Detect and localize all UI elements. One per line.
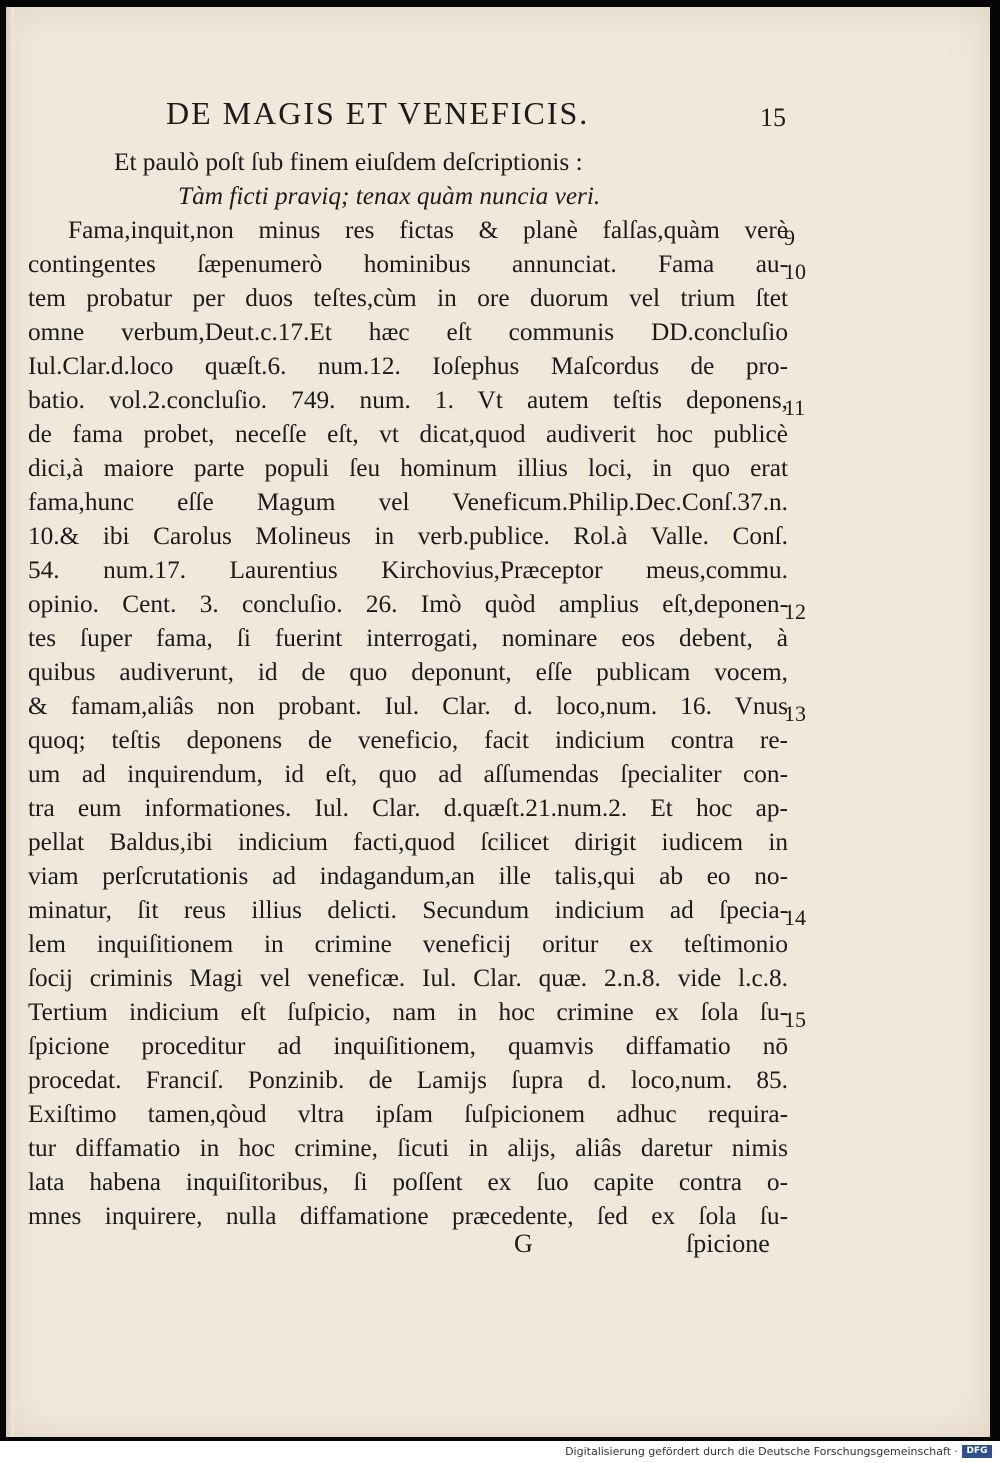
text-line: opinio. Cent. 3. concluſio. 26. Imò quòd amplius eſt,deponen- [28, 590, 788, 618]
text-line: fama,hunc eſſe Magum vel Veneficum.Philip.Dec.Conſ.37.n. [28, 488, 788, 516]
text-line: dici,à maiore parte populi ſeu hominum illius loci, in quo erat [28, 454, 788, 482]
text-line: tra eum informationes. Iul. Clar. d.quæſt.21.num.2. Et hoc ap- [28, 794, 788, 822]
text-line: lata habena inquiſitoribus, ſi poſſent ex ſuo capite contra o- [28, 1168, 788, 1196]
text-line: batio. vol.2.concluſio. 749. num. 1. Vt autem teſtis deponens, [28, 386, 788, 414]
text-line: contingentes ſæpenumerò hominibus annunciat. Fama au- [28, 250, 788, 278]
catchword: ſpicione [686, 1229, 770, 1258]
text-line: Fama,inquit,non minus res fictas & planè falſas,quàm verè [68, 216, 788, 244]
text-line: quibus audiverunt, id de quo deponunt, eſſe publicam vocem, [28, 658, 788, 686]
text-line: 54. num.17. Laurentius Kirchovius,Præceptor meus,commu. [28, 556, 788, 584]
page-number: 15 [760, 103, 786, 132]
book-page [6, 7, 990, 1437]
text-line: um ad inquirendum, id eſt, quo ad aſſumendas ſpecialiter con- [28, 760, 788, 788]
text-line: tem probatur per duos teſtes,cùm in ore duorum vel trium ſtet [28, 284, 788, 312]
text-line: & famam,aliâs non probant. Iul. Clar. d. loco,num. 16. Vnus [28, 692, 788, 720]
footer-bar [0, 1441, 1000, 1463]
margin-number: 9 [784, 225, 795, 250]
margin-number: 13 [784, 701, 806, 726]
text-line: de fama probet, neceſſe eſt, vt dicat,quod audiverit hoc publicè [28, 420, 788, 448]
text-line: mnes inquirere, nulla diffamatione præcedente, ſed ex ſola ſu- [28, 1202, 788, 1230]
margin-number: 10 [784, 259, 806, 284]
text-line: Iul.Clar.d.loco quæſt.6. num.12. Ioſephus Maſcordus de pro- [28, 352, 788, 380]
margin-number: 14 [784, 905, 806, 930]
text-line: procedat. Franciſ. Ponzinib. de Lamijs ſupra d. loco,num. 85. [28, 1066, 788, 1094]
text-line: pellat Baldus,ibi indicium facti,quod ſcilicet dirigit iudicem in [28, 828, 788, 856]
text-line: lem inquiſitionem in crimine veneficij oritur ex teſtimonio [28, 930, 788, 958]
text-line: tur diffamatio in hoc crimine, ſicuti in alijs, aliâs daretur nimis [28, 1134, 788, 1162]
text-line: viam perſcrutationis ad indagandum,an ille talis,qui ab eo no- [28, 862, 788, 890]
text-line: Exiſtimo tamen,qòud vltra ipſam ſuſpicionem adhuc requira- [28, 1100, 788, 1128]
text-line: Tertium indicium eſt ſuſpicio, nam in hoc crimine ex ſola ſu- [28, 998, 788, 1026]
margin-number: 11 [784, 395, 806, 420]
margin-numbers [784, 7, 824, 1437]
margin-number: 12 [784, 599, 806, 624]
margin-number: 15 [784, 1007, 806, 1032]
text-line: 10.& ibi Carolus Molineus in verb.publice. Rol.à Valle. Conſ. [28, 522, 788, 550]
body-text [28, 145, 788, 1233]
signature-mark: G [514, 1229, 533, 1258]
verse-line: Tàm ficti praviq; tenax quàm nuncia veri. [178, 182, 601, 210]
text-line: minatur, ſit reus illius delicti. Secundum indicium ad ſpecia- [28, 896, 788, 924]
text-line: quoq; teſtis deponens de veneficio, facit indicium contra re- [28, 726, 788, 754]
text-line: Et paulò poſt ſub finem eiuſdem deſcriptionis : [114, 148, 583, 176]
running-head: DE MAGIS ET VENEFICIS. [166, 95, 590, 131]
text-line: tes ſuper fama, ſi fuerint interrogati, nominare eos debent, à [28, 624, 788, 652]
page-edge [6, 7, 14, 1437]
dfg-logo-icon: DFG [962, 1445, 992, 1458]
text-line: ſocij criminis Magi vel veneficæ. Iul. Clar. quæ. 2.n.8. vide l.c.8. [28, 964, 788, 992]
text-line: ſpicione proceditur ad inquiſitionem, quamvis diffamatio nō [28, 1032, 788, 1060]
text-line: omne verbum,Deut.c.17.Et hæc eſt communis DD.concluſio [28, 318, 788, 346]
funding-credit: Digitalisierung gefördert durch die Deutsche Forschungsgemeinschaft · [565, 1445, 958, 1458]
